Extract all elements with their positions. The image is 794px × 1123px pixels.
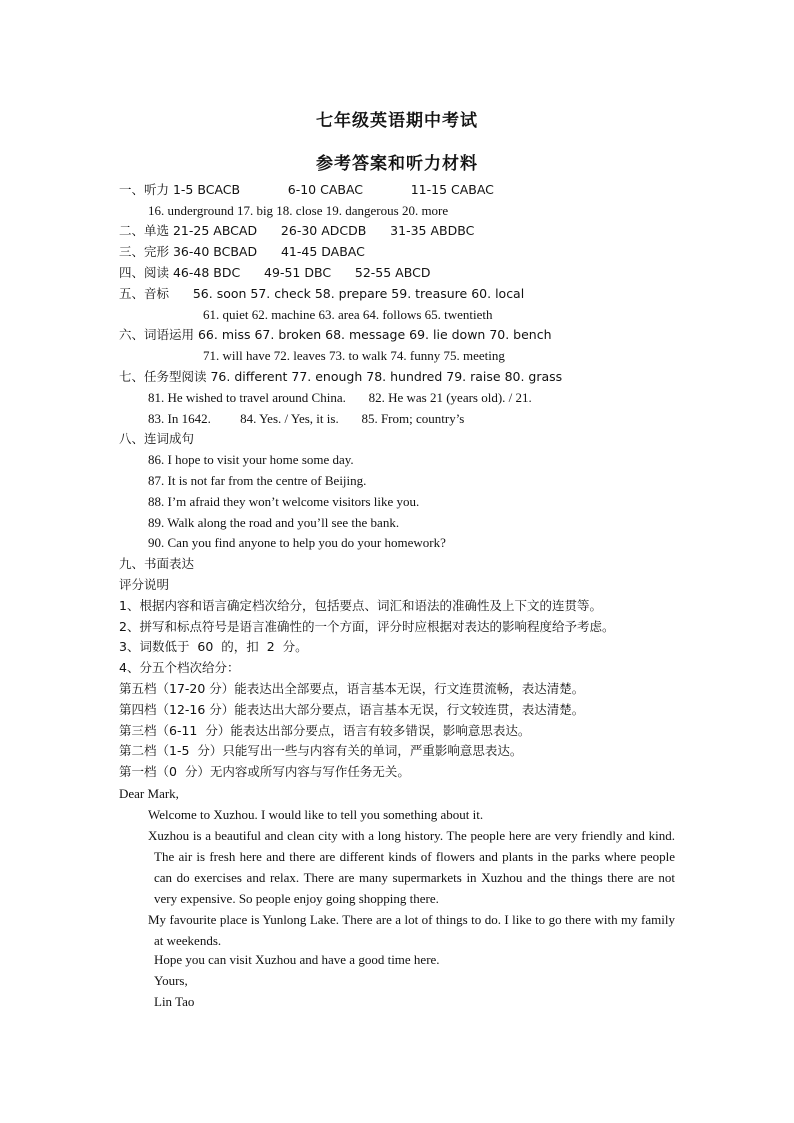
section-heading-writing: 九、书面表达 (119, 556, 195, 571)
scoring-level-5: 第五档（17-20 分）能表达出全部要点，语言基本无误，行文连贯流畅，表达清楚。 (119, 681, 585, 696)
answer-line-cloze: 三、完形 36-40 BCBAD 41-45 DABAC (119, 244, 365, 259)
document-subtitle: 参考答案和听力材料 (316, 154, 478, 174)
answer-line-task-reading-cont-2: 83. In 1642. 84. Yes. / Yes, it is. 85. From; country’s (148, 411, 465, 426)
answer-line-reading: 四、阅读 46-48 BDC 49-51 DBC 52-55 ABCD (119, 265, 431, 280)
answer-line-task-reading-cont: 81. He wished to travel around China. 82. He was 21 (years old). / 21. (148, 390, 532, 405)
letter-paragraph-4: Hope you can visit Xuzhou and have a good time here. (154, 952, 440, 967)
letter-closing: Yours, (154, 973, 188, 988)
answer-line-listening-cont: 16. underground 17. big 18. close 19. dangerous 20. more (148, 203, 449, 218)
answer-sentence-89: 89. Walk along the road and you’ll see the bank. (148, 515, 400, 530)
answer-sentence-88: 88. I’m afraid they won’t welcome visitors like you. (148, 494, 420, 509)
answer-line-phonetics-cont: 61. quiet 62. machine 63. area 64. follows 65. twentieth (203, 307, 493, 322)
scoring-level-2: 第二档（1-5 分）只能写出一些与内容有关的单词，严重影响意思表达。 (119, 743, 523, 758)
answer-line-listening: 一、听力 1-5 BCACB 6-10 CABAC 11-15 CABAC (119, 182, 494, 197)
letter-paragraph-2: Xuzhou is a beautiful and clean city with a long history. The people here are very friendly and kind. The air is fresh here and there are different kinds of flowers and plants in the parks where people can do exercises and relax. There are many supermarkets in Xuzhou and the things there are not very expensive. So people enjoy going shopping there. (148, 828, 675, 906)
answer-line-vocabulary-cont: 71. will have 72. leaves 73. to walk 74. funny 75. meeting (203, 348, 505, 363)
letter-signature: Lin Tao (154, 994, 195, 1009)
scoring-rule-3: 3、词数低于 60 的，扣 2 分。 (119, 639, 308, 654)
letter-greeting: Dear Mark, (119, 786, 179, 801)
answer-sentence-90: 90. Can you find anyone to help you do your homework? (148, 535, 446, 550)
scoring-rule-2: 2、拼写和标点符号是语言准确性的一个方面，评分时应根据对表达的影响程度给予考虑。 (119, 619, 615, 634)
scoring-level-1: 第一档（0 分）无内容或所写内容与写作任务无关。 (119, 764, 410, 779)
answer-line-vocabulary: 六、词语运用 66. miss 67. broken 68. message 69. lie down 70. bench (119, 327, 552, 342)
scoring-level-3: 第三档（6-11 分）能表达出部分要点，语言有较多错误，影响意思表达。 (119, 723, 531, 738)
answer-line-single-choice: 二、单选 21-25 ABCAD 26-30 ADCDB 31-35 ABDBC (119, 223, 475, 238)
scoring-rule-4: 4、分五个档次给分： (119, 660, 240, 675)
answer-sentence-87: 87. It is not far from the centre of Beijing. (148, 473, 367, 488)
answer-sentence-86: 86. I hope to visit your home some day. (148, 452, 354, 467)
letter-paragraph-3: My favourite place is Yunlong Lake. There are a lot of things to do. I like to go there with my family at weekends. (148, 912, 675, 948)
answer-line-phonetics: 五、音标 56. soon 57. check 58. prepare 59. treasure 60. local (119, 286, 525, 301)
scoring-level-4: 第四档（12-16 分）能表达出大部分要点，语言基本无误，行文较连贯，表达清楚。 (119, 702, 585, 717)
scoring-rule-1: 1、根据内容和语言确定档次给分，包括要点、词汇和语法的准确性及上下文的连贯等。 (119, 598, 602, 613)
answer-line-task-reading: 七、任务型阅读 76. different 77. enough 78. hundred 79. raise 80. grass (119, 369, 563, 384)
document-title: 七年级英语期中考试 (316, 111, 478, 131)
letter-paragraph-1: Welcome to Xuzhou. I would like to tell you something about it. (148, 807, 484, 822)
scoring-heading: 评分说明 (119, 577, 170, 592)
section-heading-sentences: 八、连词成句 (119, 431, 195, 446)
